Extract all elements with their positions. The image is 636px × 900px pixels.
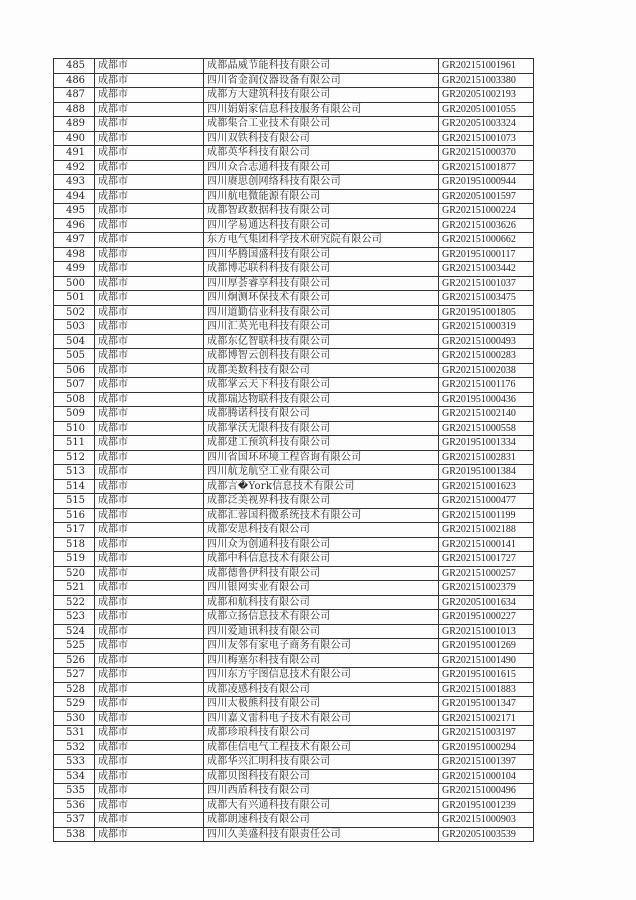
row-number: 494 — [54, 189, 95, 204]
certificate-code-cell: GR202151001073 — [439, 131, 534, 146]
table-row — [54, 102, 534, 117]
certificate-code-cell: GR202151002171 — [439, 711, 534, 726]
table-row — [54, 146, 534, 161]
table-row — [54, 305, 534, 320]
table-row — [54, 73, 534, 88]
company-name-cell: 四川省金润仪器设备有限公司 — [204, 73, 439, 88]
row-number: 524 — [54, 624, 95, 639]
company-name-cell: 成都美数科技有限公司 — [204, 363, 439, 378]
certificate-code-cell: GR201951000294 — [439, 740, 534, 755]
certificate-code-cell: GR202151001397 — [439, 755, 534, 770]
row-number: 505 — [54, 349, 95, 364]
certificate-code-cell: GR202151000903 — [439, 813, 534, 828]
city-cell: 成都市 — [95, 407, 204, 422]
certificate-code-cell: GR201951000227 — [439, 610, 534, 625]
company-name-cell: 四川学易通达科技有限公司 — [204, 218, 439, 233]
row-number: 526 — [54, 653, 95, 668]
certificate-code-cell: GR202051003324 — [439, 117, 534, 132]
company-name-cell: 成都汇蓉国科微系统技术有限公司 — [204, 508, 439, 523]
city-cell: 成都市 — [95, 624, 204, 639]
company-name-cell: 成都大有兴通科技有限公司 — [204, 798, 439, 813]
certificate-code-cell: GR202151001727 — [439, 552, 534, 567]
company-name-cell: 四川娟娟家信息科技服务有限公司 — [204, 102, 439, 117]
city-cell: 成都市 — [95, 769, 204, 784]
company-name-cell: 四川太极熊科技有限公司 — [204, 697, 439, 712]
row-number: 500 — [54, 276, 95, 291]
certificate-code-cell: GR202151000319 — [439, 320, 534, 335]
row-number: 486 — [54, 73, 95, 88]
city-cell: 成都市 — [95, 682, 204, 697]
company-name-cell: 四川炯测环保技术有限公司 — [204, 291, 439, 306]
certificate-code-cell: GR201951001615 — [439, 668, 534, 683]
city-cell: 成都市 — [95, 59, 204, 74]
table-row — [54, 653, 534, 668]
certificate-code-cell: GR201951001805 — [439, 305, 534, 320]
table-row — [54, 566, 534, 581]
table-row — [54, 610, 534, 625]
company-name-cell: 成都立扬信息技术有限公司 — [204, 610, 439, 625]
table-row — [54, 407, 534, 422]
company-name-cell: 四川银网实业有限公司 — [204, 581, 439, 596]
row-number: 510 — [54, 421, 95, 436]
certificate-code-cell: GR202151000370 — [439, 146, 534, 161]
city-cell: 成都市 — [95, 218, 204, 233]
certificate-code-cell: GR202051001055 — [439, 102, 534, 117]
certificate-code-cell: GR202151003475 — [439, 291, 534, 306]
city-cell: 成都市 — [95, 233, 204, 248]
table-row — [54, 682, 534, 697]
row-number: 535 — [54, 784, 95, 799]
table-row — [54, 726, 534, 741]
table-row — [54, 88, 534, 103]
city-cell: 成都市 — [95, 88, 204, 103]
company-name-cell: 四川友邻有家电子商务有限公司 — [204, 639, 439, 654]
company-name-cell: 四川梅塞尔科技有限公司 — [204, 653, 439, 668]
table-row — [54, 479, 534, 494]
city-cell: 成都市 — [95, 204, 204, 219]
table-row — [54, 131, 534, 146]
city-cell: 成都市 — [95, 392, 204, 407]
city-cell: 成都市 — [95, 711, 204, 726]
row-number: 504 — [54, 334, 95, 349]
company-name-cell: 四川道勤信业科技有限公司 — [204, 305, 439, 320]
table-row — [54, 421, 534, 436]
certificate-code-cell: GR202151000558 — [439, 421, 534, 436]
row-number: 516 — [54, 508, 95, 523]
company-name-cell: 成都东亿智联科技有限公司 — [204, 334, 439, 349]
city-cell: 成都市 — [95, 160, 204, 175]
row-number: 518 — [54, 537, 95, 552]
table-row — [54, 740, 534, 755]
table-row — [54, 465, 534, 480]
city-cell: 成都市 — [95, 552, 204, 567]
row-number: 529 — [54, 697, 95, 712]
company-name-cell: 成都集合工业技术有限公司 — [204, 117, 439, 132]
company-name-cell: 成都博芯联科科技有限公司 — [204, 262, 439, 277]
company-name-cell: 四川众合志通科技有限公司 — [204, 160, 439, 175]
table-body — [54, 59, 534, 842]
city-cell: 成都市 — [95, 813, 204, 828]
company-name-cell: 四川双铁科技有限公司 — [204, 131, 439, 146]
table-row — [54, 624, 534, 639]
company-name-cell: 成都腾诺科技有限公司 — [204, 407, 439, 422]
row-number: 531 — [54, 726, 95, 741]
company-name-cell: 成都瑞达物联科技有限公司 — [204, 392, 439, 407]
table-row — [54, 813, 534, 828]
company-name-cell: 成都凌感科技有限公司 — [204, 682, 439, 697]
row-number: 525 — [54, 639, 95, 654]
table-row — [54, 523, 534, 538]
city-cell: 成都市 — [95, 189, 204, 204]
certificate-code-cell: GR202151001037 — [439, 276, 534, 291]
certificate-code-cell: GR202151000283 — [439, 349, 534, 364]
row-number: 538 — [54, 827, 95, 842]
row-number: 520 — [54, 566, 95, 581]
table-row — [54, 160, 534, 175]
row-number: 490 — [54, 131, 95, 146]
city-cell: 成都市 — [95, 450, 204, 465]
table-row — [54, 769, 534, 784]
row-number: 492 — [54, 160, 95, 175]
company-name-cell: 四川西盾科技有限公司 — [204, 784, 439, 799]
row-number: 501 — [54, 291, 95, 306]
certificate-code-cell: GR202151001883 — [439, 682, 534, 697]
company-name-cell: 四川航龙航空工业有限公司 — [204, 465, 439, 480]
row-number: 534 — [54, 769, 95, 784]
table-row — [54, 59, 534, 74]
certificate-code-cell: GR202151001877 — [439, 160, 534, 175]
certificate-code-cell: GR202151003442 — [439, 262, 534, 277]
certificate-code-cell: GR202051001597 — [439, 189, 534, 204]
table-row — [54, 276, 534, 291]
city-cell: 成都市 — [95, 378, 204, 393]
certificate-code-cell: GR202151000496 — [439, 784, 534, 799]
row-number: 503 — [54, 320, 95, 335]
certificate-code-cell: GR202151003626 — [439, 218, 534, 233]
row-number: 532 — [54, 740, 95, 755]
city-cell: 成都市 — [95, 363, 204, 378]
company-name-cell: 四川众为创通科技有限公司 — [204, 537, 439, 552]
certificate-code-cell: GR202151001013 — [439, 624, 534, 639]
city-cell: 成都市 — [95, 726, 204, 741]
company-name-cell: 东方电气集团科学技术研究院有限公司 — [204, 233, 439, 248]
city-cell: 成都市 — [95, 798, 204, 813]
certificate-code-cell: GR202151003197 — [439, 726, 534, 741]
city-cell: 成都市 — [95, 523, 204, 538]
row-number: 489 — [54, 117, 95, 132]
certificate-code-cell: GR202151000477 — [439, 494, 534, 509]
certificate-code-cell: GR201951001239 — [439, 798, 534, 813]
table-row — [54, 595, 534, 610]
table-row — [54, 204, 534, 219]
city-cell: 成都市 — [95, 73, 204, 88]
table-row — [54, 117, 534, 132]
company-name-cell: 成都德鲁伊科技有限公司 — [204, 566, 439, 581]
table-row — [54, 639, 534, 654]
city-cell: 成都市 — [95, 479, 204, 494]
certificate-code-cell: GR202151001176 — [439, 378, 534, 393]
company-name-cell: 成都佳信电气工程技术有限公司 — [204, 740, 439, 755]
row-number: 528 — [54, 682, 95, 697]
certificate-code-cell: GR202151002038 — [439, 363, 534, 378]
certificate-code-cell: GR202151000104 — [439, 769, 534, 784]
company-name-cell: 四川久美盛科技有限责任公司 — [204, 827, 439, 842]
company-name-cell: 成都安思科技有限公司 — [204, 523, 439, 538]
certificate-code-cell: GR202151000141 — [439, 537, 534, 552]
row-number: 493 — [54, 175, 95, 190]
company-name-cell: 成都华兴汇明科技有限公司 — [204, 755, 439, 770]
table-row — [54, 363, 534, 378]
city-cell: 成都市 — [95, 305, 204, 320]
company-name-cell: 四川汇英光电科技有限公司 — [204, 320, 439, 335]
row-number: 515 — [54, 494, 95, 509]
company-name-cell: 成都博智云创科技有限公司 — [204, 349, 439, 364]
certificate-code-cell: GR202151001199 — [439, 508, 534, 523]
city-cell: 成都市 — [95, 668, 204, 683]
table-row — [54, 189, 534, 204]
city-cell: 成都市 — [95, 262, 204, 277]
city-cell: 成都市 — [95, 436, 204, 451]
company-name-cell: 成都泛美视界科技有限公司 — [204, 494, 439, 509]
row-number: 523 — [54, 610, 95, 625]
row-number: 536 — [54, 798, 95, 813]
company-name-cell: 成都方大建筑科技有限公司 — [204, 88, 439, 103]
table-row — [54, 291, 534, 306]
certificate-code-cell: GR202151002188 — [439, 523, 534, 538]
certificate-code-cell: GR202151000493 — [439, 334, 534, 349]
city-cell: 成都市 — [95, 102, 204, 117]
certificate-code-cell: GR202051001634 — [439, 595, 534, 610]
row-number: 507 — [54, 378, 95, 393]
city-cell: 成都市 — [95, 537, 204, 552]
row-number: 487 — [54, 88, 95, 103]
row-number: 513 — [54, 465, 95, 480]
certificate-code-cell: GR202151000257 — [439, 566, 534, 581]
table-row — [54, 668, 534, 683]
certificate-code-cell: GR202151001623 — [439, 479, 534, 494]
table-row — [54, 175, 534, 190]
certificate-code-cell: GR201951000436 — [439, 392, 534, 407]
city-cell: 成都市 — [95, 276, 204, 291]
company-name-cell: 成都贝图科技有限公司 — [204, 769, 439, 784]
row-number: 498 — [54, 247, 95, 262]
city-cell: 成都市 — [95, 581, 204, 596]
city-cell: 成都市 — [95, 639, 204, 654]
table-row — [54, 392, 534, 407]
certificate-code-cell: GR202151001961 — [439, 59, 534, 74]
certificate-code-cell: GR201951001269 — [439, 639, 534, 654]
city-cell: 成都市 — [95, 117, 204, 132]
city-cell: 成都市 — [95, 827, 204, 842]
row-number: 485 — [54, 59, 95, 74]
row-number: 527 — [54, 668, 95, 683]
row-number: 530 — [54, 711, 95, 726]
certificate-code-cell: GR202151000662 — [439, 233, 534, 248]
certificate-code-cell: GR202051003539 — [439, 827, 534, 842]
certificate-code-cell: GR201951000117 — [439, 247, 534, 262]
table-row — [54, 697, 534, 712]
row-number: 508 — [54, 392, 95, 407]
table-row — [54, 450, 534, 465]
table-row — [54, 537, 534, 552]
company-name-cell: 成都智政数据科技有限公司 — [204, 204, 439, 219]
row-number: 521 — [54, 581, 95, 596]
company-name-cell: 成都中科信息技术有限公司 — [204, 552, 439, 567]
city-cell: 成都市 — [95, 349, 204, 364]
table-row — [54, 262, 534, 277]
row-number: 499 — [54, 262, 95, 277]
table-row — [54, 581, 534, 596]
row-number: 509 — [54, 407, 95, 422]
row-number: 512 — [54, 450, 95, 465]
city-cell: 成都市 — [95, 334, 204, 349]
certificate-code-cell: GR201951000944 — [439, 175, 534, 190]
row-number: 491 — [54, 146, 95, 161]
table-row — [54, 755, 534, 770]
company-name-cell: 四川厚荟睿享科技有限公司 — [204, 276, 439, 291]
row-number: 519 — [54, 552, 95, 567]
table-row — [54, 552, 534, 567]
company-name-cell: 成都言�York信息技术有限公司 — [204, 479, 439, 494]
city-cell: 成都市 — [95, 320, 204, 335]
row-number: 488 — [54, 102, 95, 117]
city-cell: 成都市 — [95, 566, 204, 581]
city-cell: 成都市 — [95, 610, 204, 625]
company-name-cell: 成都掌云天下科技有限公司 — [204, 378, 439, 393]
row-number: 506 — [54, 363, 95, 378]
city-cell: 成都市 — [95, 421, 204, 436]
certificate-code-cell: GR202151001490 — [439, 653, 534, 668]
table-row — [54, 334, 534, 349]
table-row — [54, 508, 534, 523]
certificate-code-cell: GR202151003380 — [439, 73, 534, 88]
city-cell: 成都市 — [95, 465, 204, 480]
table-row — [54, 320, 534, 335]
table-row — [54, 711, 534, 726]
certificate-code-cell: GR201951001384 — [439, 465, 534, 480]
row-number: 522 — [54, 595, 95, 610]
company-name-cell: 四川赓思创网络科技有限公司 — [204, 175, 439, 190]
company-name-cell: 成都掌沃无限科技有限公司 — [204, 421, 439, 436]
company-list-table — [53, 58, 534, 842]
row-number: 533 — [54, 755, 95, 770]
row-number: 514 — [54, 479, 95, 494]
table-row — [54, 218, 534, 233]
company-name-cell: 四川爱迪讯科技有限公司 — [204, 624, 439, 639]
certificate-code-cell: GR201951001347 — [439, 697, 534, 712]
table-row — [54, 784, 534, 799]
city-cell: 成都市 — [95, 755, 204, 770]
table-row — [54, 798, 534, 813]
city-cell: 成都市 — [95, 291, 204, 306]
row-number: 511 — [54, 436, 95, 451]
row-number: 496 — [54, 218, 95, 233]
certificate-code-cell: GR202151002379 — [439, 581, 534, 596]
company-name-cell: 成都珍琅科技有限公司 — [204, 726, 439, 741]
city-cell: 成都市 — [95, 653, 204, 668]
city-cell: 成都市 — [95, 247, 204, 262]
city-cell: 成都市 — [95, 784, 204, 799]
company-name-cell: 成都英华科技有限公司 — [204, 146, 439, 161]
city-cell: 成都市 — [95, 175, 204, 190]
city-cell: 成都市 — [95, 131, 204, 146]
row-number: 502 — [54, 305, 95, 320]
city-cell: 成都市 — [95, 697, 204, 712]
company-name-cell: 四川省国环环境工程咨询有限公司 — [204, 450, 439, 465]
certificate-code-cell: GR202051002193 — [439, 88, 534, 103]
company-name-cell: 四川嘉义雷科电子技术有限公司 — [204, 711, 439, 726]
city-cell: 成都市 — [95, 146, 204, 161]
city-cell: 成都市 — [95, 740, 204, 755]
row-number: 517 — [54, 523, 95, 538]
table-row — [54, 233, 534, 248]
city-cell: 成都市 — [95, 494, 204, 509]
certificate-code-cell: GR202151002831 — [439, 450, 534, 465]
table-row — [54, 378, 534, 393]
certificate-code-cell: GR201951001334 — [439, 436, 534, 451]
table-row — [54, 494, 534, 509]
row-number: 497 — [54, 233, 95, 248]
company-name-cell: 成都晶威节能科技有限公司 — [204, 59, 439, 74]
row-number: 495 — [54, 204, 95, 219]
table-row — [54, 349, 534, 364]
certificate-code-cell: GR202151000224 — [439, 204, 534, 219]
company-name-cell: 成都朗速科技有限公司 — [204, 813, 439, 828]
table-row — [54, 827, 534, 842]
company-name-cell: 成都和航科技有限公司 — [204, 595, 439, 610]
company-name-cell: 四川航电微能源有限公司 — [204, 189, 439, 204]
certificate-code-cell: GR202151002140 — [439, 407, 534, 422]
table-row — [54, 247, 534, 262]
company-name-cell: 四川东方宇图信息技术有限公司 — [204, 668, 439, 683]
city-cell: 成都市 — [95, 508, 204, 523]
company-name-cell: 成都建工预筑科技有限公司 — [204, 436, 439, 451]
company-name-cell: 四川华腾国盛科技有限公司 — [204, 247, 439, 262]
city-cell: 成都市 — [95, 595, 204, 610]
table-row — [54, 436, 534, 451]
row-number: 537 — [54, 813, 95, 828]
